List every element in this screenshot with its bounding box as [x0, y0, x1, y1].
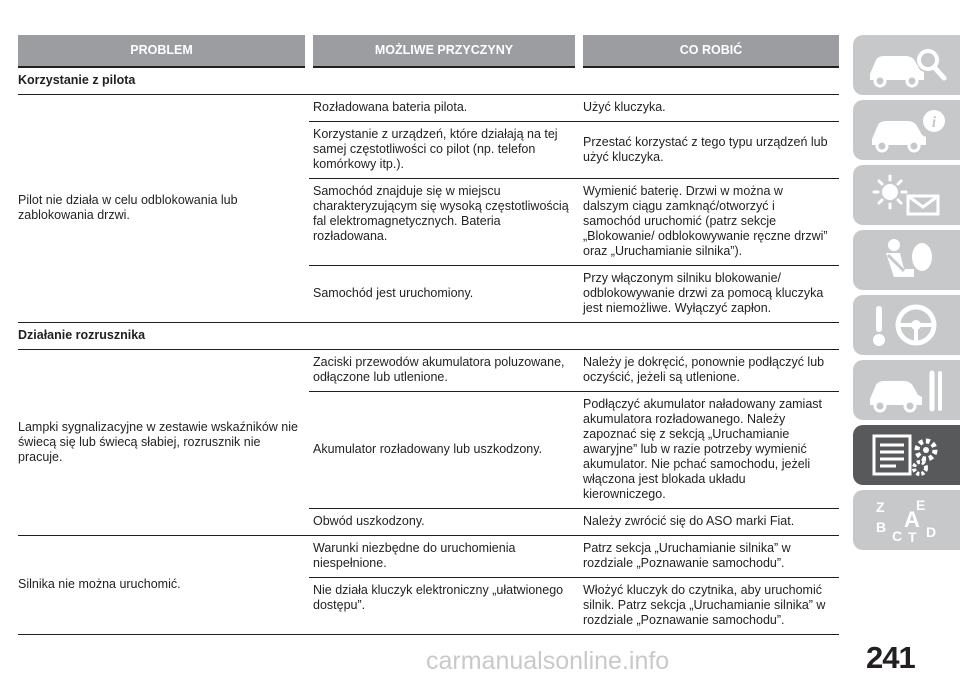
header-what-to-do: CO ROBIĆ [579, 35, 839, 67]
header-problem: PROBLEM [18, 35, 309, 67]
troubleshooting-table [18, 35, 839, 635]
svg-text:T: T [907, 529, 917, 545]
fix-cell: Należy zwrócić się do ASO marki Fiat. [579, 509, 839, 536]
svg-text:A: A [903, 507, 920, 532]
svg-text:C: C [891, 528, 902, 544]
chapter-tab-emergency[interactable] [853, 360, 960, 420]
table-row [18, 350, 839, 392]
chapter-tab-technical-data[interactable] [853, 425, 960, 485]
cause-cell: Zaciski przewodów akumulatora poluzowane, odłączone lub utlenione. [309, 350, 579, 392]
chapter-tab-index[interactable] [853, 490, 960, 550]
svg-text:D: D [925, 524, 936, 540]
chapter-tab-starting-driving[interactable] [853, 295, 960, 355]
safety-airbag-icon [864, 235, 950, 285]
car-info-icon [864, 105, 950, 155]
svg-text:B: B [875, 519, 886, 535]
chapter-tab-safety[interactable] [853, 230, 960, 290]
svg-text:Z: Z [875, 499, 885, 515]
technical-data-icon [864, 430, 950, 480]
car-magnifier-icon [864, 40, 950, 90]
header-possible-causes: MOŻLIWE PRZYCZYNY [309, 35, 579, 67]
cause-cell: Nie działa kluczyk elektroniczny „ułatwionego dostępu”. [309, 578, 579, 635]
section-title-starter: Działanie rozrusznika [18, 323, 839, 350]
cause-cell: Warunki niezbędne do uruchomienia niespełnione. [309, 536, 579, 578]
driving-steering-icon [864, 300, 950, 350]
cause-cell: Akumulator rozładowany lub uszkodzony. [309, 392, 579, 509]
fix-cell: Użyć kluczyka. [579, 95, 839, 122]
watermark: carmanualsonline.info [426, 647, 670, 675]
chapter-tab-car-info[interactable] [853, 100, 960, 160]
table-header-row [18, 35, 839, 67]
fix-cell: Włożyć kluczyk do czytnika, aby uruchomić silnik. Patrz sekcja „Uruchamianie silnika” w rozdziale „Poznawanie samochodu”. [579, 578, 839, 635]
fix-cell: Należy je dokręcić, ponownie podłączyć lub oczyścić, jeżeli są utlenione. [579, 350, 839, 392]
fix-cell: Podłączyć akumulator naładowany zamiast akumulatora rozładowanego. Należy zapoznać się z sekcją „Uruchamianie awaryjne” lub w razie potrzeby wymienić akumulator. Nie pchać samochodu, jeżeli włączona jest blokada układu kierowniczego. [579, 392, 839, 509]
chapter-tab-warning-lights[interactable] [853, 165, 960, 225]
cause-cell: Obwód uszkodzony. [309, 509, 579, 536]
cause-cell: Samochód jest uruchomiony. [309, 266, 579, 323]
fix-cell: Wymienić baterię. Drzwi w można w dalszym ciągu zamknąć/otworzyć i samochód uruchomić (patrz sekcje „Blokowanie/ odblokowywanie ręczne drzwi” oraz „Uruchamianie silnika”). [579, 179, 839, 266]
problem-cell: Pilot nie działa w celu odblokowania lub zablokowania drzwi. [18, 95, 309, 323]
table-row [18, 536, 839, 578]
svg-text:E: E [915, 497, 925, 513]
warning-lights-icon [864, 170, 950, 220]
page-number: 241 [866, 640, 915, 675]
fix-cell: Przestać korzystać z tego typu urządzeń lub użyć kluczyka. [579, 122, 839, 179]
chapter-sidebar [853, 35, 960, 555]
fix-cell: Przy włączonym silniku blokowanie/ odblokowywanie drzwi za pomocą kluczyka jest niemożliwe. Wyłączyć zapłon. [579, 266, 839, 323]
fix-cell: Patrz sekcja „Uruchamianie silnika” w rozdziale „Poznawanie samochodu”. [579, 536, 839, 578]
cause-cell: Korzystanie z urządzeń, które działają na tej samej częstotliwości co pilot (np. telefon komórkowy itp.). [309, 122, 579, 179]
svg-text:i: i [931, 114, 936, 131]
car-service-tools-icon [864, 365, 950, 415]
alphabetical-index-icon [864, 495, 950, 545]
table-row [18, 95, 839, 122]
section-row [18, 67, 839, 95]
problem-cell: Lampki sygnalizacyjne w zestawie wskaźników nie świecą się lub świecą słabiej, rozrusznik nie pracuje. [18, 350, 309, 536]
section-row [18, 323, 839, 350]
section-title-remote: Korzystanie z pilota [18, 67, 839, 95]
cause-cell: Samochód znajduje się w miejscu charakteryzującym się wysoką częstotliwością fal elektromagnetycznych. Bateria rozładowana. [309, 179, 579, 266]
problem-cell: Silnika nie można uruchomić. [18, 536, 309, 635]
troubleshooting-document [18, 35, 839, 635]
chapter-tab-car-knowledge[interactable] [853, 35, 960, 95]
cause-cell: Rozładowana bateria pilota. [309, 95, 579, 122]
